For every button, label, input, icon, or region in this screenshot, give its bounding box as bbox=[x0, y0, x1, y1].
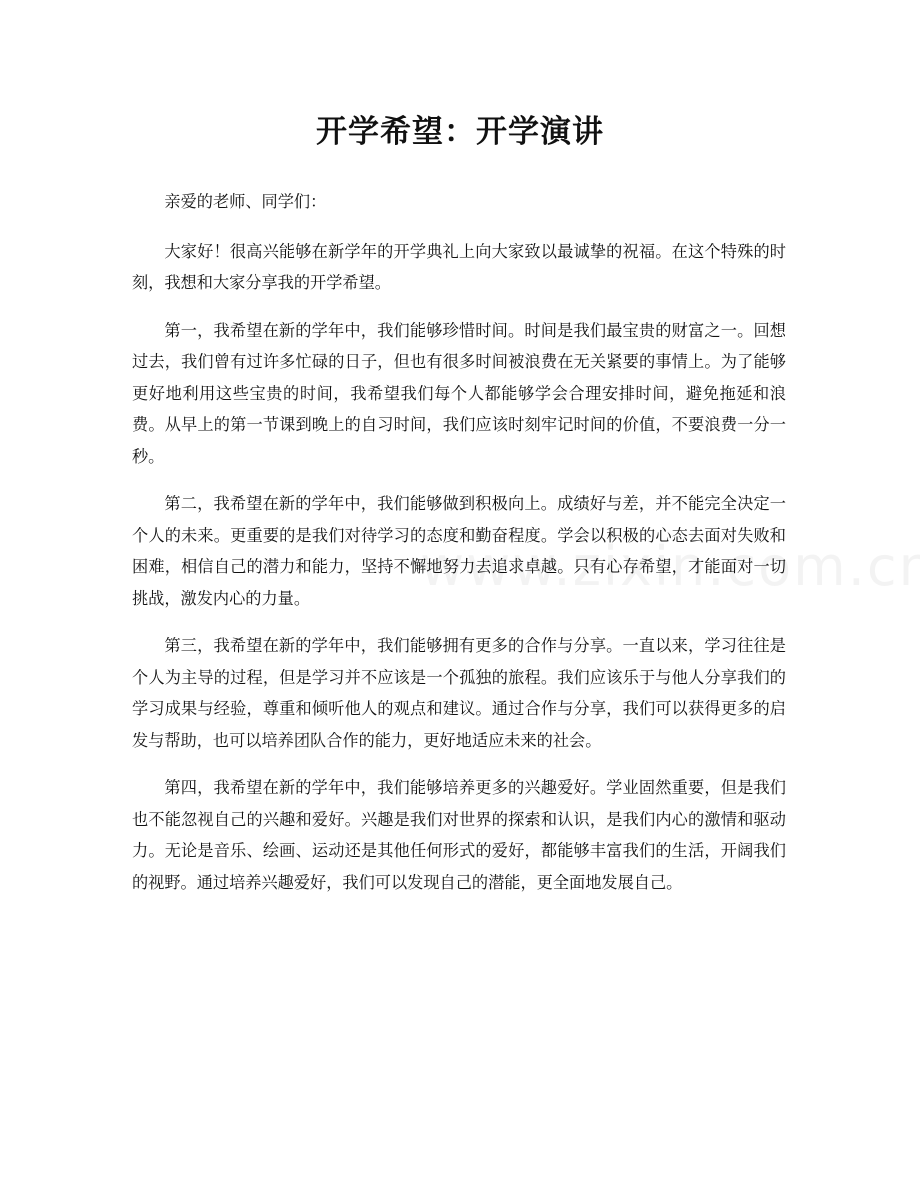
paragraph-opening: 大家好！很高兴能够在新学年的开学典礼上向大家致以最诚挚的祝福。在这个特殊的时刻，我想和大家分享我的开学希望。 bbox=[132, 241, 786, 292]
paragraph-greeting: 亲爱的老师、同学们： bbox=[164, 192, 327, 211]
document-body bbox=[132, 186, 786, 914]
paragraph-third-hope: 第三，我希望在新的学年中，我们能够拥有更多的合作与分享。一直以来，学习往往是个人为主导的过程，但是学习并不应该是一个孤独的旅程。我们应该乐于与他人分享我们的学习成果与经验，尊重和倾听他人的观点和建议。通过合作与分享，我们可以获得更多的启发与帮助，也可以培养团队合作的能力，更好地适应未来的社会。 bbox=[132, 636, 786, 750]
paragraph-fourth-hope: 第四，我希望在新的学年中，我们能够培养更多的兴趣爱好。学业固然重要，但是我们也不能忽视自己的兴趣和爱好。兴趣是我们对世界的探索和认识，是我们内心的激情和驱动力。无论是音乐、绘画、运动还是其他任何形式的爱好，都能够丰富我们的生活，开阔我们的视野。通过培养兴趣爱好，我们可以发现自己的潜能，更全面地发展自己。 bbox=[132, 778, 786, 892]
document-title: 开学希望：开学演讲 bbox=[316, 114, 604, 150]
paragraph-second-hope: 第二，我希望在新的学年中，我们能够做到积极向上。成绩好与差，并不能完全决定一个人的未来。更重要的是我们对待学习的态度和勤奋程度。学会以积极的心态去面对失败和困难，相信自己的潜力和能力，坚持不懈地努力去追求卓越。只有心存希望，才能面对一切挑战，激发内心的力量。 bbox=[132, 494, 786, 608]
paragraph-first-hope: 第一，我希望在新的学年中，我们能够珍惜时间。时间是我们最宝贵的财富之一。回想过去，我们曾有过许多忙碌的日子，但也有很多时间被浪费在无关紧要的事情上。为了能够更好地利用这些宝贵的时间，我希望我们每个人都能够学会合理安排时间，避免拖延和浪费。从早上的第一节课到晚上的自习时间，我们应该时刻牢记时间的价值，不要浪费一分一秒。 bbox=[132, 320, 786, 466]
